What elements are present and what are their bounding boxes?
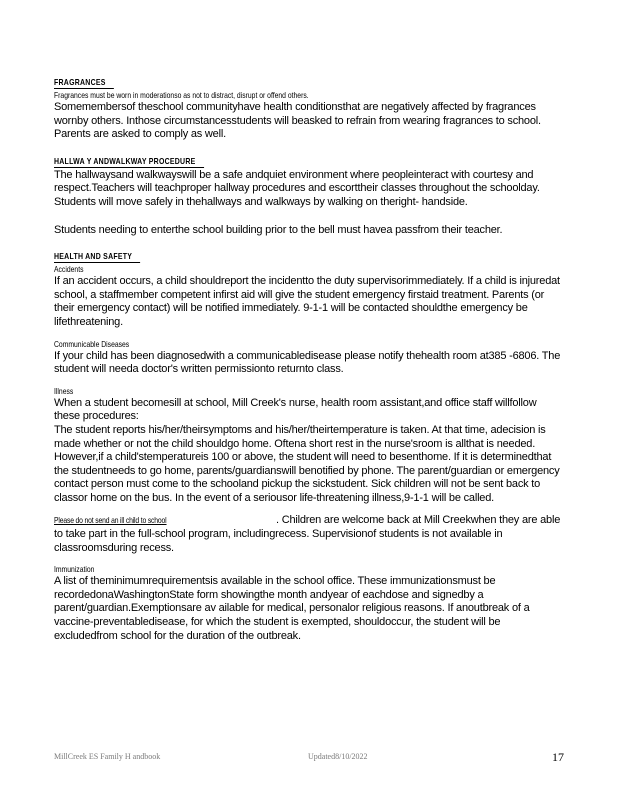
immunization-body: A list of theminimumrequirementsis available in the school office. These immunizationsmust be recordedonaWashingtonState form showingthe month andyear of eachdose and signedby a parent/guardian.Exemptionsare av ailable for medical, personalor religious reasons. If anoutbreak of a vaccine-preventabledisease, for which the student is exempted, shouldoccur, the student will be excludedfrom school for the duration of the outbreak. (54, 575, 530, 642)
page-number: 17 (552, 750, 564, 764)
immunization-heading: Immunization (54, 564, 95, 575)
please-lead: Please do not send an ill child to school (54, 515, 167, 526)
accidents-body: If an accident occurs, a child shouldreport the incidentto the duty supervisorimmediately. If a child is injuredat school, a staffmember competent infirst aid will give the student emergency firstaid treatment. Parents (or their emergency contact) will be notified immediately. 9-1-1 will be contacted shouldthe emergency be lifethreatening. (54, 275, 560, 328)
hallway-body: The hallwaysand walkwayswill be a safe andquiet environment where peopleinteract with courtesy and respect.Teachers will teachproper hallway procedures and escorttheir classes throughout the schoolday. Students will move safely in thehallways and walkways by walking on theright- handside. (54, 168, 540, 208)
hallway-heading: HALLWA Y ANDWALKWAY PROCEDURE (54, 156, 204, 168)
please-paragraph (54, 514, 564, 555)
page-footer (54, 750, 564, 764)
fragrances-lead: Fragrances must be worn in moderationso as not to distract, disrupt or offend others. (54, 90, 309, 100)
handbook-page (54, 72, 564, 643)
accidents-heading: Accidents (54, 264, 84, 275)
please-rest: . Children are welcome back at Mill Creekwhen they are able to take part in the full-school program, includingrecess. Supervisionof students is not available in classroomsduring recess. (54, 514, 561, 554)
communicable-body: If your child has been diagnosedwith a communicabledisease please notify thehealth room at385 -6806. The student will needa doctor's written permissionto returnto class. (54, 349, 561, 376)
fragrances-heading: FRAGRANCES (54, 77, 114, 89)
fragrances-body: Somemembersof theschool communityhave health conditionsthat are negatively affected by fragrances wornby others. Inthose circumstancesstudents will beasked to refrain from wearing fragrances to school. Parents are asked to comply as well. (54, 101, 541, 141)
communicable-heading: Communicable Diseases (54, 338, 130, 349)
illness-heading: Illness (54, 385, 74, 396)
hallway-body-2: Students needing to enterthe school building prior to the bell must havea passfrom their teacher. (54, 223, 503, 236)
illness-body-2: The student reports his/her/theirsymptoms and his/her/theirtemperature is taken. At that time, adecision is made whether or not the child shouldgo home. Oftena short rest in the nurse'sroom is allthat is needed. However,if a child'stemperatureis 100 or above, the student will need to besenthome. If it is determinedthat the studentneeds to go home, parents/guardianswill benotified by phone. The parent/guardian or emergency contact person must come to the schooland pickup the sickstudent. Sick children will not be sent back to classor home on the bus. In the event of a seriousor life-threatening illness,9-1-1 will be called. (54, 423, 560, 504)
illness-body-1: When a student becomesill at school, Mill Creek's nurse, health room assistant,and office staff willfollow these procedures: (54, 396, 537, 423)
footer-updated-date: Updated8/10/2022 (308, 752, 368, 761)
footer-handbook-title: MillCreek ES Family H andbook (54, 752, 161, 761)
health-heading: HEALTH AND SAFETY (54, 251, 140, 263)
